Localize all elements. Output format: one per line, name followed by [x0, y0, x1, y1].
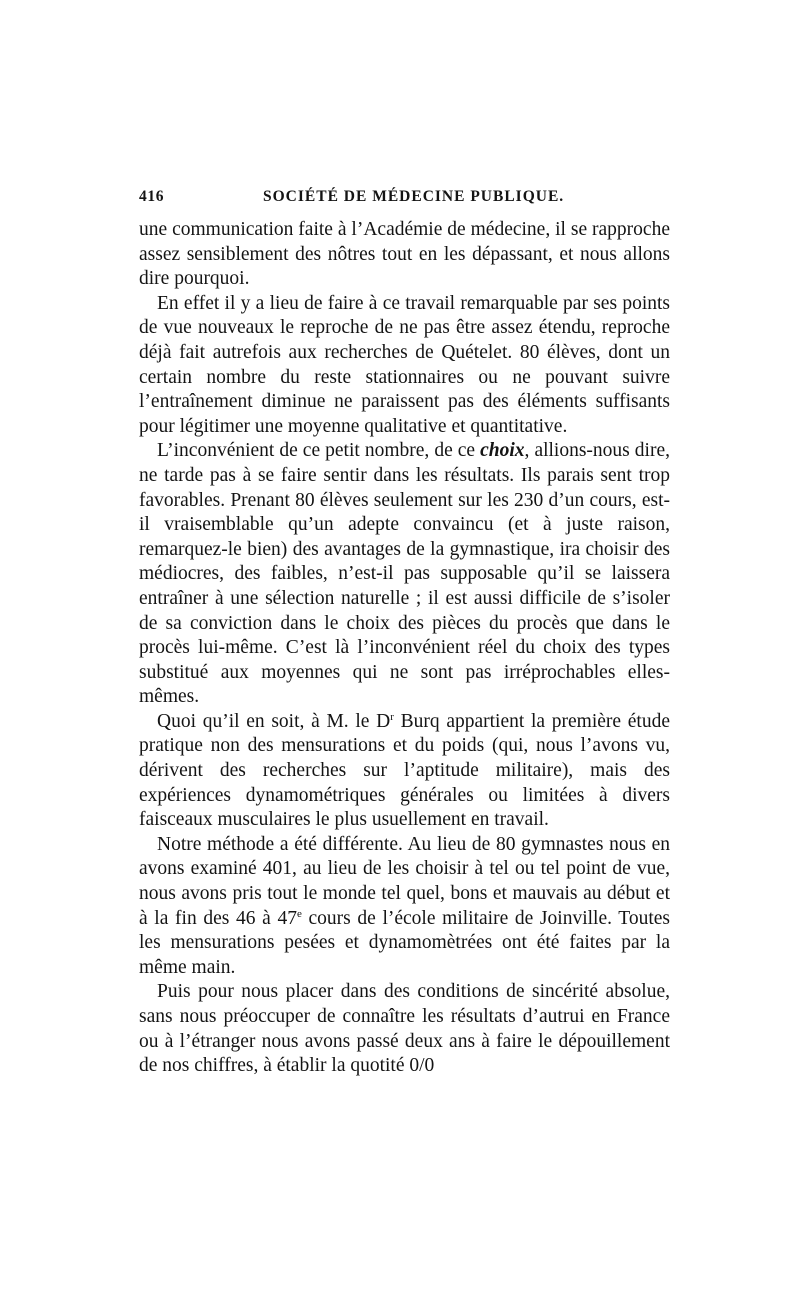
- paragraph-text-start: Notre méthode a été différente. Au lieu de 80 gymnastes nous en avons examiné 401, au lieu de les choisir à tel ou tel point de vue, nous avons pris tout le monde tel quel, bons et mauvais au début et à la fin des 46 à 47: [139, 833, 670, 929]
- body-text: [139, 218, 670, 1079]
- paragraph: [139, 292, 670, 440]
- paragraph-continued: [139, 218, 670, 292]
- paragraph-text-end: cours de l’école militaire de Joinville. Toutes les mensurations pesées et dynamomètrées ont été faites par la même main.: [139, 907, 670, 978]
- running-head: [139, 188, 670, 218]
- book-page: [139, 188, 670, 1079]
- paragraph: [139, 710, 670, 833]
- paragraph: [139, 833, 670, 981]
- paragraph-text-start: L’inconvénient de ce petit nombre, de ce: [157, 440, 481, 462]
- running-title: SOCIÉTÉ DE MÉDECINE PUBLIQUE.: [263, 188, 565, 205]
- paragraph-text: Puis pour nous placer dans des conditions de sincérité absolue, sans nous préoccuper de connaître les résultats d’autrui en France ou à l’étranger nous avons passé deux ans à faire le dépouillement de nos chiffres, à établir la quotité 0/0: [139, 981, 670, 1077]
- emphasized-word: choix: [480, 440, 525, 462]
- paragraph-text: une communication faite à l’Académie de médecine, il se rapproche assez sensiblement des nôtres tout en les dépassant, et nous allons dire pourquoi.: [139, 219, 670, 290]
- paragraph-text: En effet il y a lieu de faire à ce travail remarquable par ses points de vue nouveaux le reproche de ne pas être assez étendu, reproche déjà fait autrefois aux recherches de Quételet. 80 élèves, dont un certain nombre du reste stationnaires ou ne pouvant suivre l’entraînement diminue ne paraissent pas des éléments suffisants pour légitimer une moyenne qualitative et quantitative.: [139, 292, 670, 437]
- paragraph-text-end: Burq appartient la première étude pratique non des mensurations et du poids (qui, nous l’avons vu, dérivent des recherches sur l’aptitude militaire), mais des expériences dynamométriques générales ou limitées à divers faisceaux musculaires le plus usuellement en travail.: [139, 710, 670, 831]
- paragraph: [139, 439, 670, 710]
- page-number: 416: [139, 188, 165, 205]
- superscript: r: [390, 710, 394, 723]
- paragraph-text-start: Quoi qu’il en soit, à M. le D: [157, 710, 391, 732]
- paragraph-text-end: , allions-nous dire, ne tarde pas à se faire sentir dans les résultats. Ils parais sent trop favorables. Prenant 80 élèves seulement sur les 230 d’un cours, est-il vraisemblable qu’un adepte convaincu (et à juste raison, remarquez-le bien) des avantages de la gymnastique, ira choisir des médiocres, des faibles, n’est-il pas supposable qu’il se laissera entraîner à une sélection naturelle ; il est aussi difficile de s’isoler de sa conviction dans le choix des pièces du procès que dans le procès lui-même. C’est là l’inconvénient réel du choix des types substitué aux moyennes qui ne sont pas irréprochables elles-mêmes.: [139, 440, 670, 708]
- superscript: e: [296, 907, 302, 920]
- paragraph: [139, 980, 670, 1078]
